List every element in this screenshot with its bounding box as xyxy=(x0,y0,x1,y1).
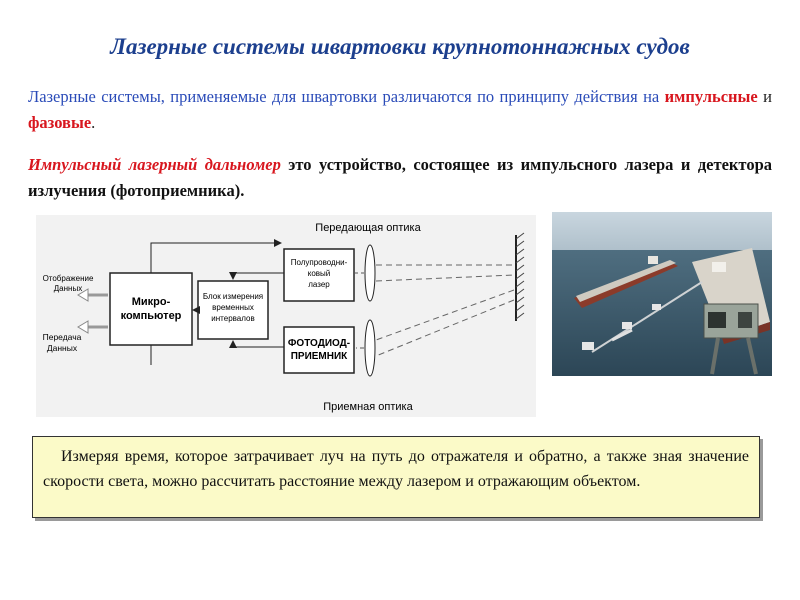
note-text: Измеряя время, которое затрачивает луч на путь до отражателя и обратно, а также зная значение скорости света, можно рассчитать расстояние между лазером и отражающим объектом. xyxy=(43,448,749,490)
and-text: и xyxy=(757,87,772,106)
impulse-term: импульсные xyxy=(664,87,758,106)
photodiode-box xyxy=(284,327,354,373)
laser-to-time-arrow xyxy=(233,273,284,279)
microcomputer-label-2: компьютер xyxy=(120,310,182,322)
microcomputer-box xyxy=(110,273,192,345)
transfer-data-label-1: Передача xyxy=(42,332,82,342)
laser-label-3: лазер xyxy=(308,280,330,289)
rangefinder-diagram xyxy=(36,215,536,417)
transfer-data-label-2: Данных xyxy=(46,343,78,353)
return-beam-1 xyxy=(376,290,514,340)
intro-paragraph xyxy=(28,84,772,136)
photo-svg xyxy=(552,212,772,376)
receive-lens xyxy=(365,320,375,376)
transmit-beam-2 xyxy=(376,275,514,281)
time-block-label-1: Блок измерения xyxy=(202,292,264,301)
photodiode-label-1: ФОТОДИОД- xyxy=(287,338,351,349)
transmit-lens xyxy=(365,245,375,301)
definition-text: это устройство, состоящее из импульсного лазера и детектора излучения (фотоприемника). xyxy=(28,155,772,200)
definition-term: Импульсный лазерный дальномер xyxy=(28,155,281,174)
reflector-hatch xyxy=(516,233,524,319)
tanker-mooring-photo xyxy=(552,212,772,376)
intro-text: Лазерные системы, применяемые для швартовки различаются по принципу действия на xyxy=(28,87,665,106)
slide-title: Лазерные системы швартовки крупнотоннажных судов xyxy=(110,34,690,59)
laser-label-1: Полупроводни- xyxy=(290,258,348,267)
diagram-svg xyxy=(36,215,536,417)
time-block-label-3: интервалов xyxy=(211,314,255,323)
intro-dot: . xyxy=(91,113,96,132)
time-block-label-2: временных xyxy=(212,303,254,312)
diode-to-time-arrow xyxy=(233,341,284,347)
photodiode-label-2: ПРИЕМНИК xyxy=(290,351,348,362)
display-data-label-1: Отображение xyxy=(42,274,94,283)
info-note xyxy=(32,436,760,518)
laser-label-2: ковый xyxy=(307,269,331,278)
display-data-label-2: Данных xyxy=(53,284,83,293)
definition-paragraph xyxy=(28,152,772,204)
microcomputer-label-1: Микро- xyxy=(131,296,171,308)
transmit-optics-label: Передающая оптика xyxy=(315,222,421,234)
micro-to-laser-arrow xyxy=(151,243,281,273)
return-beam-2 xyxy=(376,300,514,356)
phase-term: фазовые xyxy=(28,113,92,132)
receive-optics-label: Приемная оптика xyxy=(323,401,413,413)
